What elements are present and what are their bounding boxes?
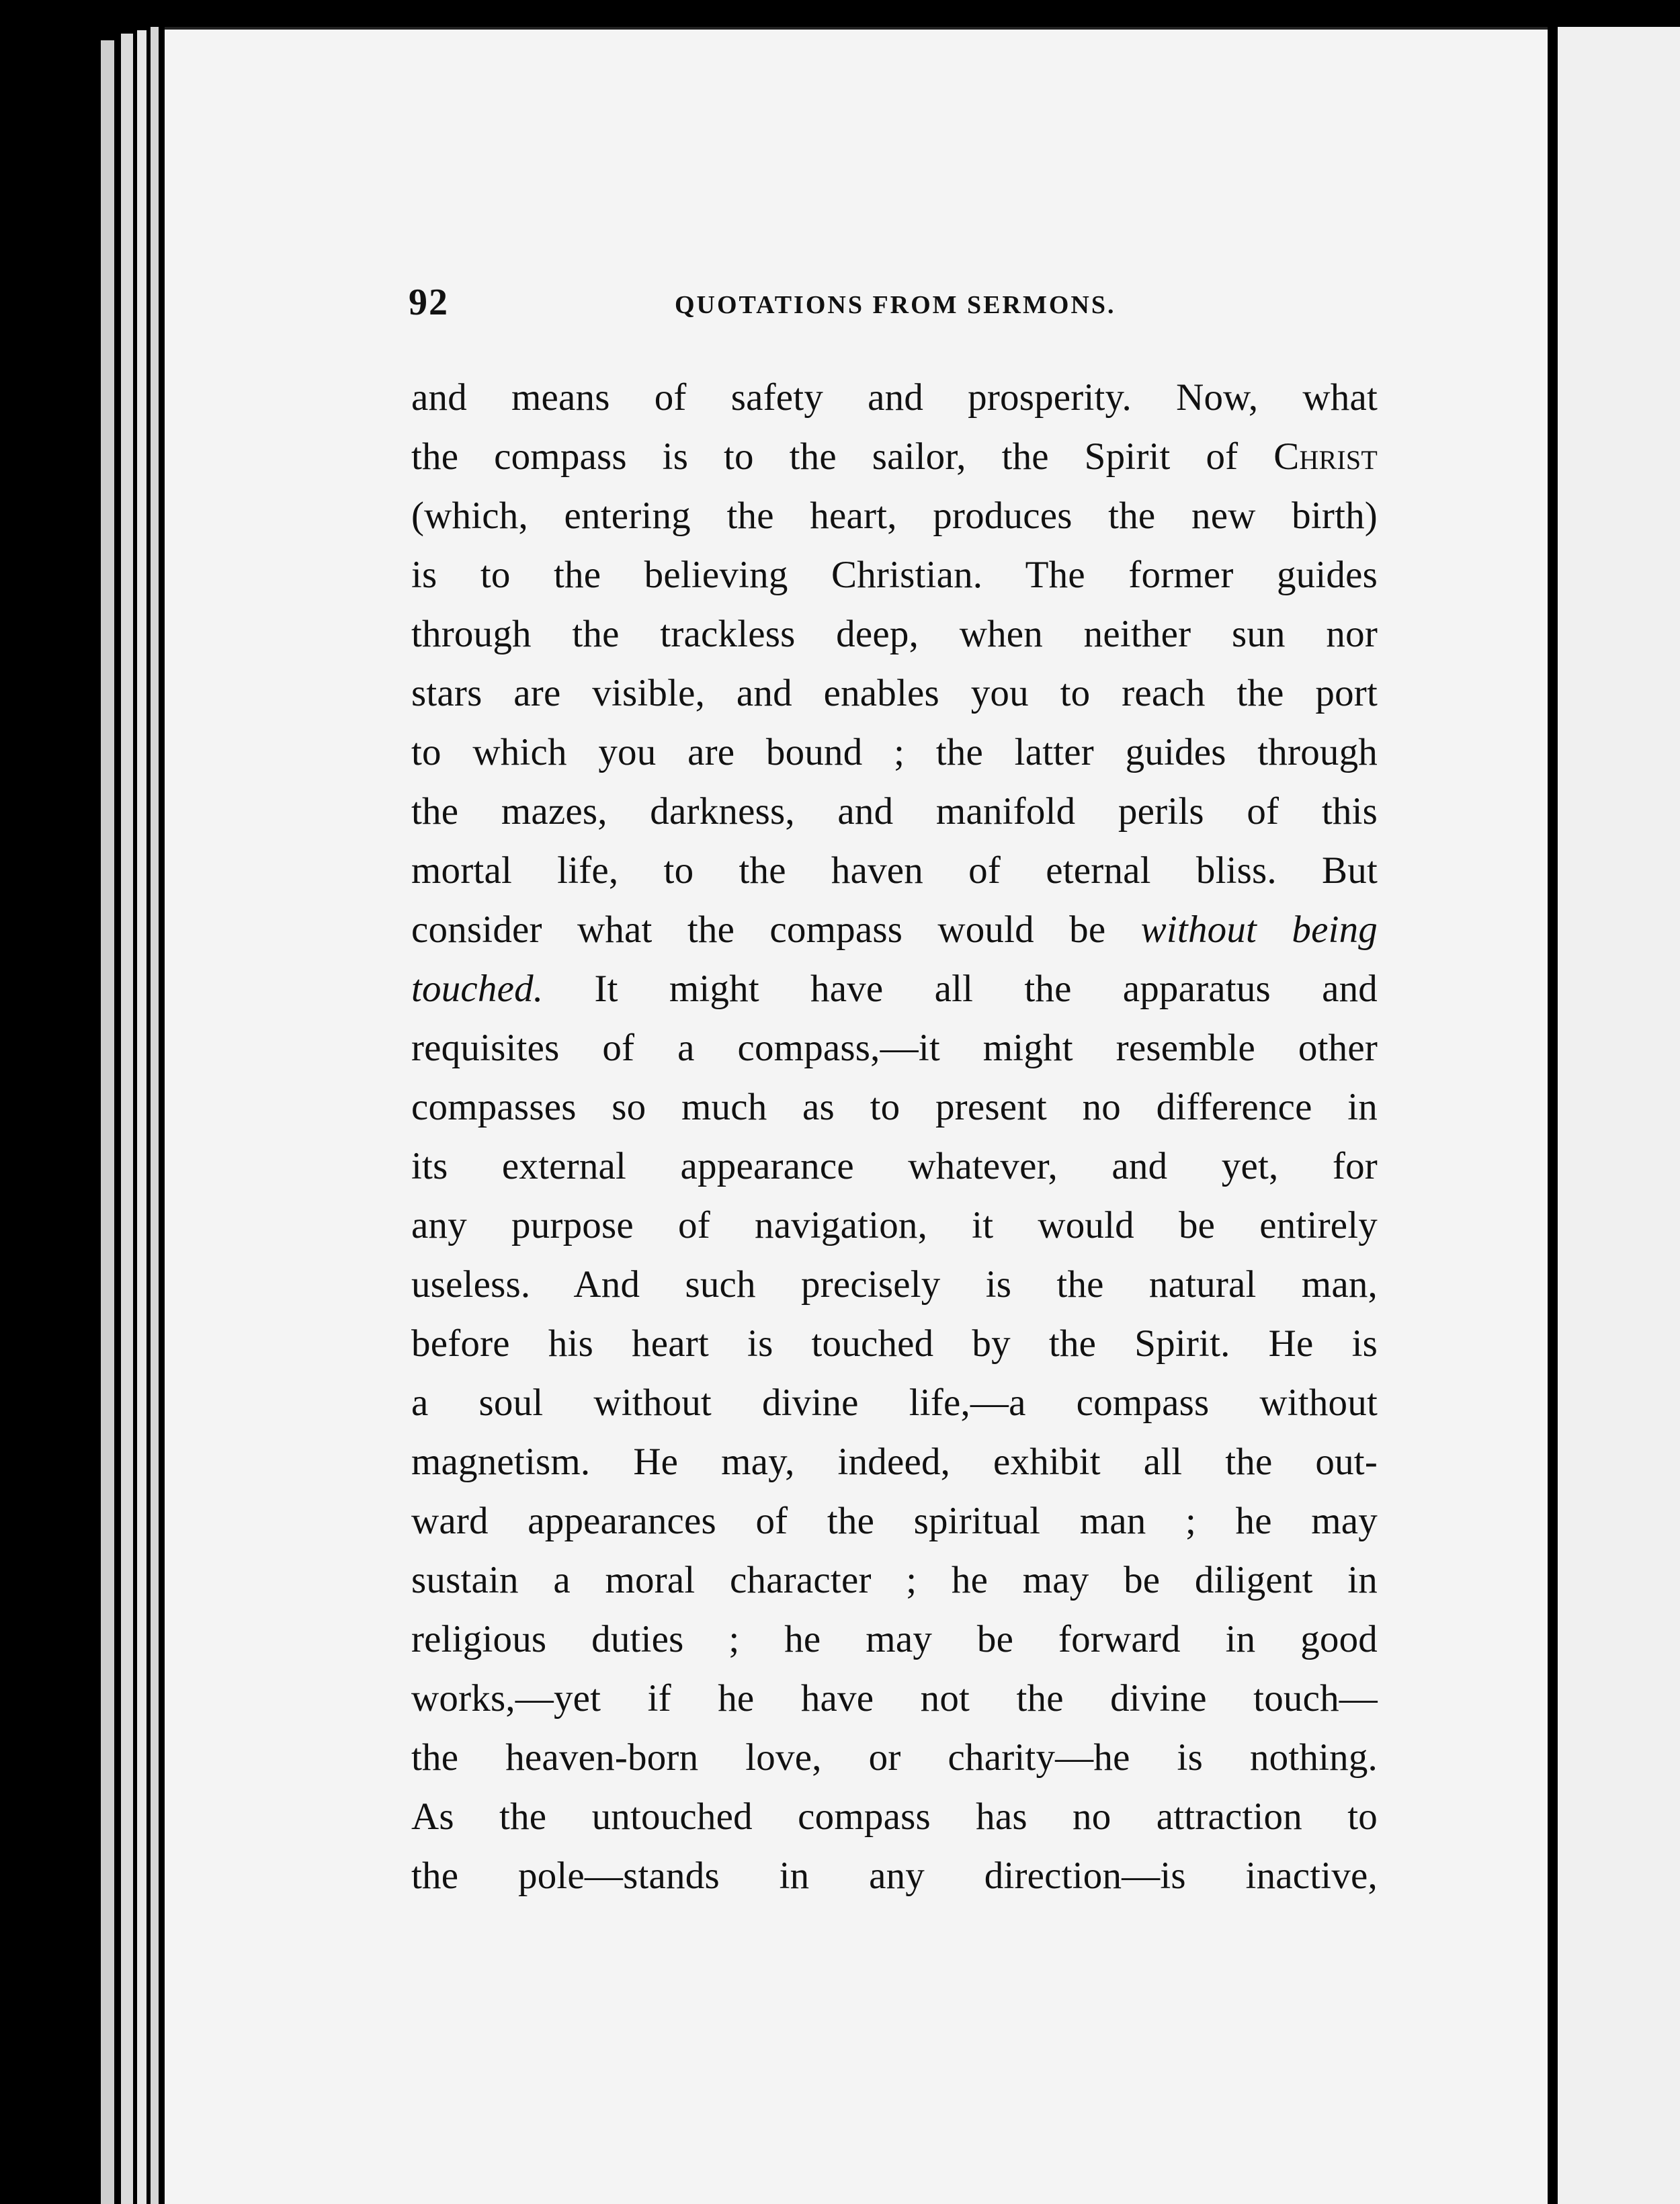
page-edge bbox=[137, 30, 146, 2204]
text-line: religious duties ; he may be forward in good bbox=[411, 1618, 1378, 1660]
text-line: compasses so much as to present no difference in bbox=[411, 1086, 1378, 1128]
text-line: to which you are bound ; the latter guides through bbox=[411, 731, 1378, 773]
page-edge bbox=[151, 27, 159, 2204]
text-line: the pole—stands in any direction—is inactive, bbox=[411, 1855, 1378, 1897]
text-line: useless. And such precisely is the natural man, bbox=[411, 1263, 1378, 1306]
text-line: consider what the compass would be without being bbox=[411, 908, 1378, 951]
page-edge bbox=[121, 34, 133, 2204]
text-line: the mazes, darkness, and manifold perils of this bbox=[411, 790, 1378, 833]
page-number: 92 bbox=[409, 282, 449, 323]
text-line: requisites of a compass,—it might resemble other bbox=[411, 1027, 1378, 1069]
body-text bbox=[411, 368, 1378, 1906]
text-line: any purpose of navigation, it would be entirely bbox=[411, 1204, 1378, 1246]
text-line: before his heart is touched by the Spirit. He is bbox=[411, 1322, 1378, 1365]
text-line: works,—yet if he have not the divine touch— bbox=[411, 1677, 1378, 1720]
text-line: mortal life, to the haven of eternal bliss. But bbox=[411, 849, 1378, 892]
page-edge bbox=[101, 40, 114, 2204]
text-line: As the untouched compass has no attraction to bbox=[411, 1795, 1378, 1838]
page-header bbox=[409, 281, 1376, 328]
text-line: (which, entering the heart, produces the new birth) bbox=[411, 495, 1378, 537]
text-line: is to the believing Christian. The former guides bbox=[411, 554, 1378, 596]
text-line: its external appearance whatever, and yet, for bbox=[411, 1145, 1378, 1187]
text-line: magnetism. He may, indeed, exhibit all the out- bbox=[411, 1441, 1378, 1483]
facing-page-edge bbox=[1558, 27, 1680, 2204]
text-line: touched. It might have all the apparatus and bbox=[411, 968, 1378, 1010]
text-line: through the trackless deep, when neither sun nor bbox=[411, 613, 1378, 655]
running-head: QUOTATIONS FROM SERMONS. bbox=[675, 291, 1116, 319]
text-line: stars are visible, and enables you to reach the port bbox=[411, 672, 1378, 714]
text-line: sustain a moral character ; he may be diligent in bbox=[411, 1559, 1378, 1601]
text-line: a soul without divine life,—a compass without bbox=[411, 1382, 1378, 1424]
text-line: and means of safety and prosperity. Now, what bbox=[411, 376, 1378, 419]
text-line: ward appearances of the spiritual man ; he may bbox=[411, 1500, 1378, 1542]
text-line: the heaven-born love, or charity—he is nothing. bbox=[411, 1736, 1378, 1779]
text-line: the compass is to the sailor, the Spirit of Christ bbox=[411, 435, 1378, 478]
